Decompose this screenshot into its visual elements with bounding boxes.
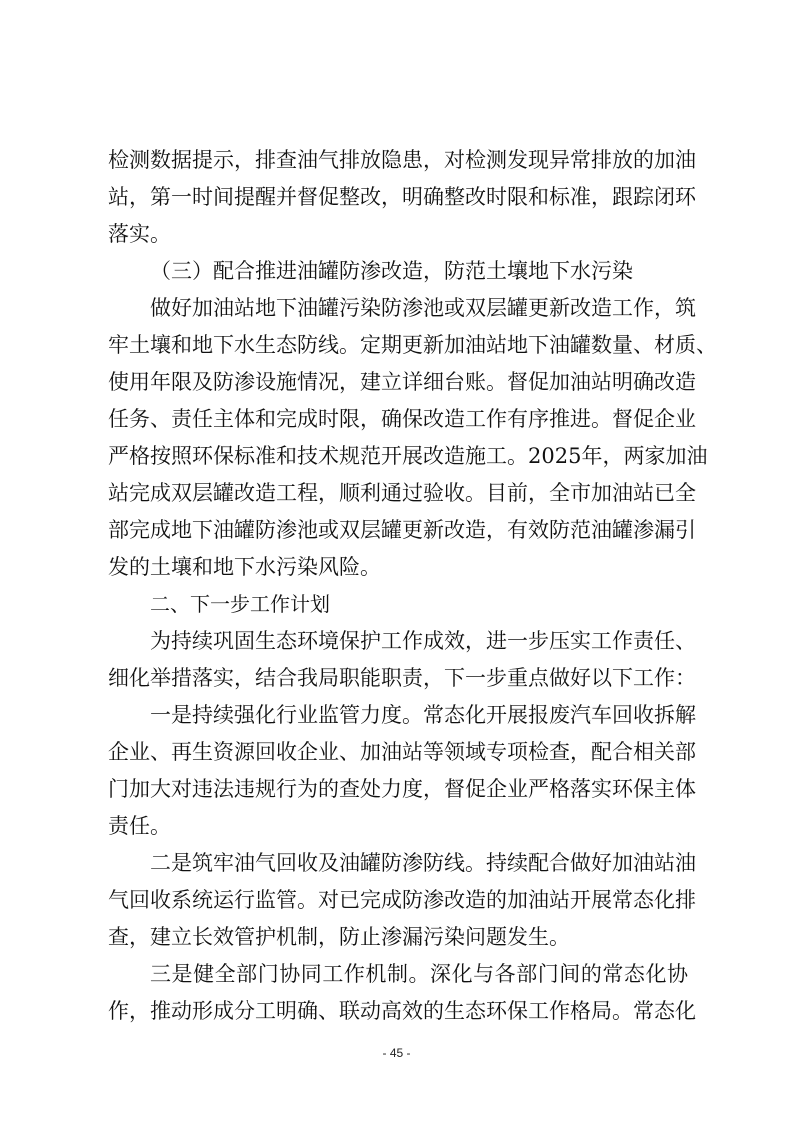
paragraph-line: 检测数据提示，排查油气排放隐患，对检测发现异常排放的加油 bbox=[108, 148, 696, 172]
paragraph-line: 部完成地下油罐防渗池或双层罐更新改造，有效防范油罐渗漏引 bbox=[108, 518, 696, 542]
paragraph-line: 做好加油站地下油罐污染防渗池或双层罐更新改造工作，筑 bbox=[150, 296, 696, 320]
page-number: - 45 - bbox=[382, 1046, 411, 1060]
paragraph-line: 一是持续强化行业监管力度。常态化开展报废汽车回收拆解 bbox=[150, 703, 696, 727]
paragraph-line: 任务、责任主体和完成时限，确保改造工作有序推进。督促企业 bbox=[108, 407, 696, 431]
paragraph-line: 牢土壤和地下水生态防线。定期更新加油站地下油罐数量、材质、 bbox=[108, 333, 717, 357]
paragraph-line: 三是健全部门协同工作机制。深化与各部门间的常态化协 bbox=[150, 962, 688, 986]
paragraph-line: 为持续巩固生态环境保护工作成效，进一步压实工作责任、 bbox=[150, 629, 696, 653]
paragraph-line: 严格按照环保标准和技术规范开展改造施工。2025年，两家加油 bbox=[108, 444, 708, 468]
paragraph-line: 作，推动形成分工明确、联动高效的生态环保工作格局。常态化 bbox=[108, 999, 696, 1023]
paragraph-line: 企业、再生资源回收企业、加油站等领域专项检查，配合相关部 bbox=[108, 740, 696, 764]
paragraph-line: 落实。 bbox=[108, 222, 171, 246]
section-heading: 二、下一步工作计划 bbox=[150, 592, 330, 616]
paragraph-line: 使用年限及防渗设施情况，建立详细台账。督促加油站明确改造 bbox=[108, 370, 696, 394]
paragraph-line: 气回收系统运行监管。对已完成防渗改造的加油站开展常态化排 bbox=[108, 888, 696, 912]
paragraph-line: 责任。 bbox=[108, 814, 171, 838]
paragraph-line: 二是筑牢油气回收及油罐防渗防线。持续配合做好加油站油 bbox=[150, 851, 696, 875]
paragraph-line: 站，第一时间提醒并督促整改，明确整改时限和标准，跟踪闭环 bbox=[108, 185, 696, 209]
paragraph-line: 发的土壤和地下水污染风险。 bbox=[108, 555, 381, 579]
paragraph-line: 细化举措落实，结合我局职能职责，下一步重点做好以下工作： bbox=[108, 666, 696, 690]
paragraph-line: 查，建立长效管护机制，防止渗漏污染问题发生。 bbox=[108, 925, 570, 949]
paragraph-line: 门加大对违法违规行为的查处力度，督促企业严格落实环保主体 bbox=[108, 777, 696, 801]
paragraph-line: 站完成双层罐改造工程，顺利通过验收。目前，全市加油站已全 bbox=[108, 481, 696, 505]
section-subheading: （三）配合推进油罐防渗改造，防范土壤地下水污染 bbox=[150, 259, 633, 283]
